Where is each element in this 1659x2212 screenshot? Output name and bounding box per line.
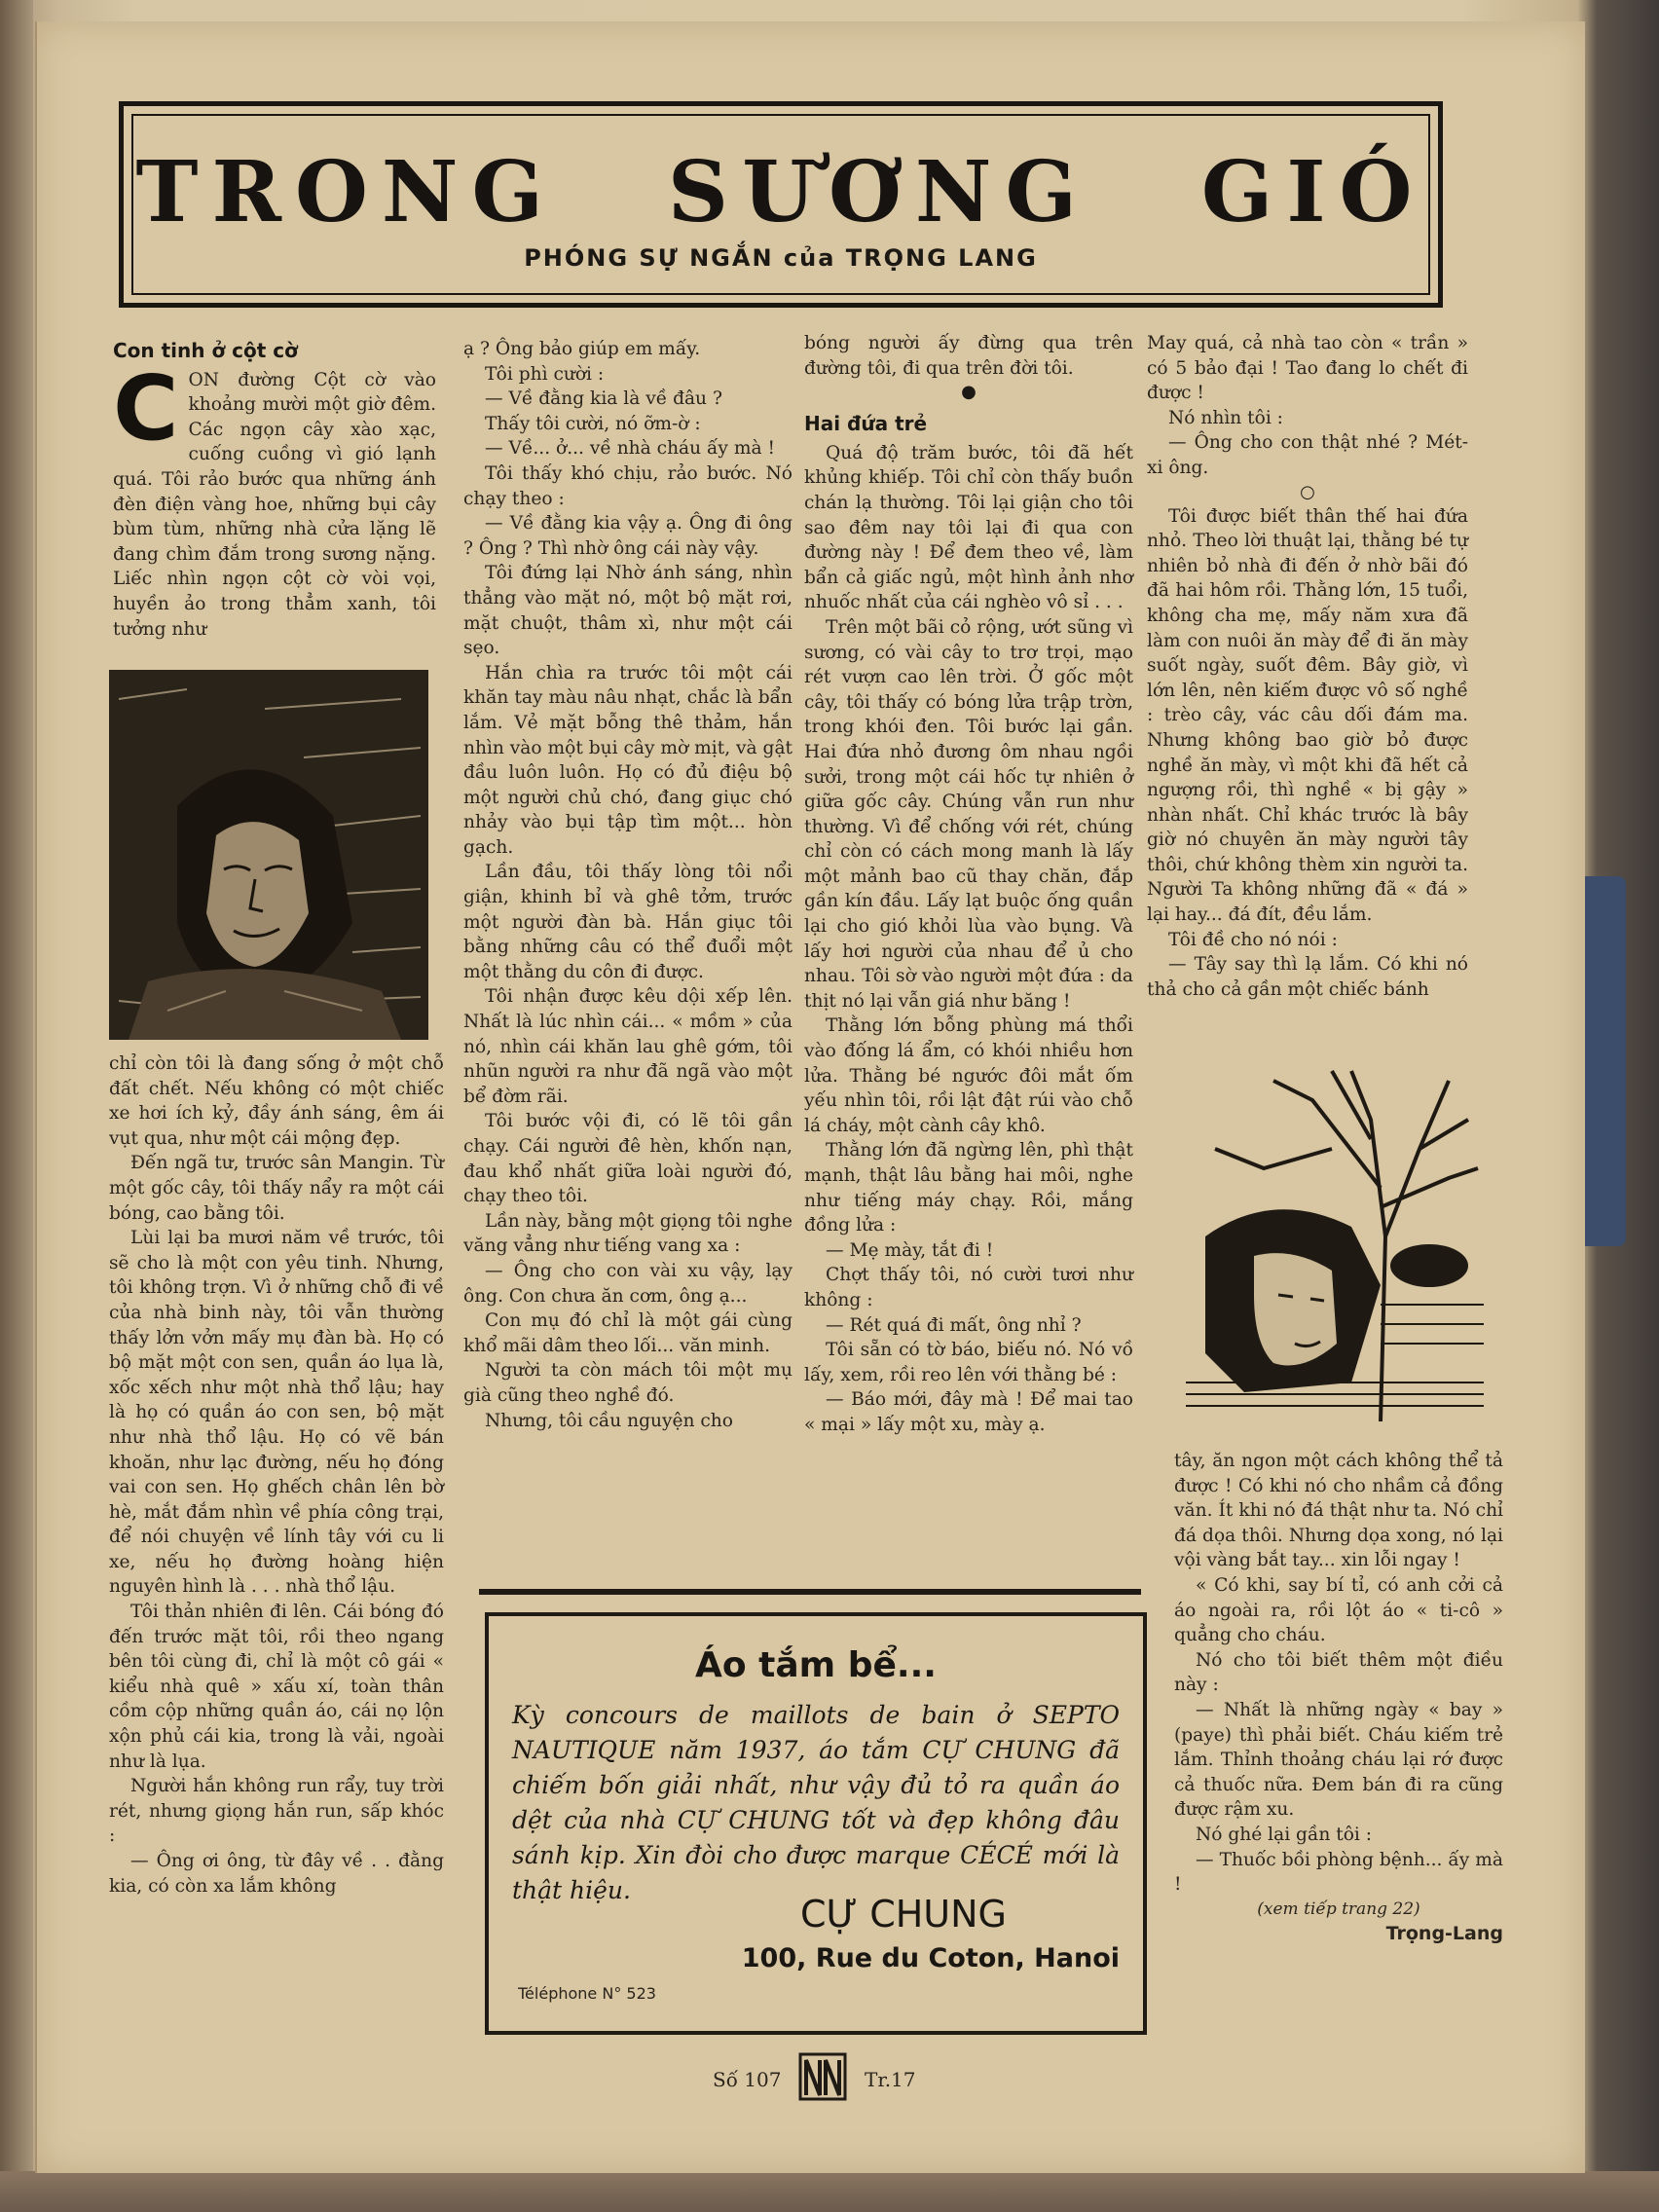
column-1-top: [113, 331, 436, 642]
paragraph: ạ ? Ông bảo giúp em mấy.: [463, 339, 701, 359]
paragraph: — Rét quá đi mất, ông nhỉ ?: [826, 1314, 1082, 1336]
paragraph: Chợt thấy tôi, nó cười tươi như không :: [804, 1265, 1133, 1310]
paragraph: chỉ còn tôi là đang sống ở một chỗ đất chết. Nếu không có một chiếc xe hơi ích kỷ, đầy ánh sáng, êm ái vụt qua, như một cái mộng đẹp.: [109, 1053, 444, 1149]
ad-title: Áo tắm bể...: [695, 1645, 937, 1685]
paragraph: — Ông cho con thật nhé ? Mét-xi ông.: [1147, 432, 1468, 478]
paragraph: Nó ghé lại gần tôi :: [1196, 1824, 1373, 1845]
paragraph: ON đường Cột cờ vào khoảng mười một giờ đêm. Các ngọn cây xào xạc, cuống cuồng vì gió lạnh quá. Tôi rảo bước qua những ánh đèn điện vàng hoe, những bụi cây bùm tùm, những nhà cửa lặng lẽ đang chìm đắm trong sương nặng. Liếc nhìn ngọn cột cờ vòi vọi, huyền ảo trong thẳm xanh, tôi tưởng như: [113, 369, 436, 640]
section-heading: Hai đứa trẻ: [804, 412, 928, 436]
paragraph: Tôi sẵn có tờ báo, biếu nó. Nó vồ lấy, xem, rồi reo lên với thằng bé :: [804, 1340, 1133, 1385]
paragraph: Lùi lại ba mươi năm về trước, tôi sẽ cho là một con yêu tinh. Nhưng, tôi không trợn. Vì ở những chỗ đi về của nhà binh này, tôi vẫn thường thấy lởn vởn mấy mụ đàn bà. Họ có bộ mặt một con sen, quần áo lụa là, xốc xếch như một nhà thổ lậu; hay là họ có quần áo con sen, bộ mặt như nhà thổ lậu. Họ có vẽ bán khoăn, như lạc đường, nếu họ đóng vai con sen. Họ ghếch chân lên bờ hè, mắt đắm nhìn về phía công trại, để nói chuyện về lính tây với cu li xe, nếu họ đường hoàng hiện nguyên hình là . . . nhà thổ lậu.: [109, 1228, 444, 1598]
page-number: Tr.17: [865, 2068, 916, 2091]
paragraph: May quá, cả nhà tao còn « trần » có 5 bảo đại ! Tao đang lo chết đi được !: [1147, 333, 1468, 404]
paragraph: Lần đầu, tôi thấy lòng tôi nổi giận, khinh bỉ và ghê tởm, trước một người đàn bà. Hắn giục tôi bằng những câu có thể đuổi một một thằng du côn đi được.: [463, 862, 793, 982]
section-heading: Con tinh ở cột cờ: [113, 339, 298, 362]
section-bullet: ○: [1300, 481, 1315, 502]
paragraph: « Có khi, say bí tỉ, có anh cởi cả áo ngoài ra, rồi lột áo « ti-cô » quẳng cho cháu.: [1174, 1574, 1503, 1646]
tree-and-child-image: [1186, 1061, 1484, 1421]
paragraph: Tôi đề cho nó nói :: [1168, 929, 1338, 950]
section-bullet: ●: [961, 382, 977, 403]
paragraph: Tôi đứng lại Nhờ ánh sáng, nhìn thẳng vào mặt nó, một bộ mặt rơi, mặt chuột, thâm xì, như một cái sẹo.: [463, 563, 793, 659]
paragraph: Thấy tôi cười, nó ỡm-ờ :: [485, 413, 701, 434]
ad-address: 100, Rue du Coton, Hanoi: [741, 1943, 1120, 1973]
ad-body: Kỳ concours de maillots de bain ở SEPTO NAUTIQUE năm 1937, áo tắm CỰ CHUNG đã chiếm bốn giải nhất, như vậy đủ tỏ ra quần áo dệt của nhà CỰ CHUNG tốt và đẹp không đâu sánh kịp. Xin đòi cho được marque CÉCÉ mới là thật hiệu.: [512, 1701, 1120, 1904]
paragraph: Trên một bãi cỏ rộng, ướt sũng vì sương, có vài cây to trơ trọi, mạo rét vượn cao lên trời. Ở gốc một cây, tôi thấy có bóng lửa trập trờn, trong khói đen. Tôi bước lại gần. Hai đứa nhỏ đương ôm nhau ngồi sưởi, trong một cái hốc tự nhiên ở giữa gốc cây. Chúng vẫn run như thường. Vì để chống với rét, chúng chỉ còn có cách mong manh là lấy một mảnh bao cũ thay chăn, đắp gần kín đầu. Lấy lạt buộc ống quần lại cho gió khỏi lùa vào bụng. Và lấy hơi người của nhau để ủ cho nhau. Tôi sờ vào người một đứa : da thịt nó lại vẫn giá như băng !: [804, 616, 1133, 1012]
binding-edge: [0, 0, 33, 2212]
paragraph: — Về đằng kia là về đâu ?: [485, 388, 722, 410]
paragraph: Nó cho tôi biết thêm một điều này :: [1174, 1649, 1503, 1696]
paragraph: tây, ăn ngon một cách không thể tả được ! Có khi nó cho nhầm cả đồng văn. Ít khi nó đá thật như ta. Nó chỉ đá dọa thôi. Nhưng dọa xong, nó lại vội vàng bắt tay... xin lỗi ngay !: [1174, 1451, 1503, 1571]
paragraph: — Thuốc bồi phòng bệnh... ấy mà !: [1174, 1849, 1503, 1896]
column-2: [463, 337, 793, 1433]
paragraph: Tôi bước vội đi, có lẽ tôi gần chạy. Cái người đê hèn, khốn nạn, đau khổ nhất giữa loài người đó, chạy theo tôi.: [463, 1111, 793, 1207]
paragraph: Quá độ trăm bước, tôi đã hết khủng khiếp. Tôi chỉ còn thấy buồn chán lạ thường. Tôi lại giận cho tôi sao đêm nay tôi lại đi qua con đường này ! Để đem theo về, làm bẩn cả giấc ngủ, một hình ảnh nhơ nhuốc nhất của cái nghèo vô sỉ . . .: [804, 442, 1133, 613]
paragraph: Tôi thấy khó chịu, rảo bước. Nó chạy theo :: [463, 462, 793, 509]
paragraph: — Ông cho con vài xu vậy, lạy ông. Con chưa ăn cơm, ông ạ...: [463, 1260, 793, 1307]
column-4-bottom: [1174, 1449, 1503, 1947]
paragraph: Người hắn không run rẩy, tuy trời rét, nhưng giọng hắn run, sấp khóc :: [109, 1776, 444, 1847]
ad-brand-name: CỰ CHUNG: [799, 1893, 1007, 1936]
column-1-bottom: [109, 1051, 444, 1899]
woodcut-illustration-tree: [1186, 1061, 1484, 1421]
continued-note: (xem tiếp trang 22): [1257, 1899, 1420, 1919]
paragraph: — Nhất là những ngày « bay » (paye) thì phải biết. Cháu kiếm trẻ lắm. Thỉnh thoảng cháu lại rớ được cả thuốc nữa. Đem bán đi ra cũng được rậm xu.: [1174, 1699, 1503, 1821]
paragraph: Thằng lớn bỗng phùng má thổi vào đống lá ẩm, có khói nhiều hơn lửa. Thằng bé ngước đôi mắt ốm yếu nhìn tôi, rồi lật đật rúi vào chỗ lá cháy, một cành cây khô.: [804, 1015, 1133, 1136]
paragraph: Tôi phì cười :: [485, 363, 605, 385]
woodcut-illustration-woman: [109, 670, 428, 1040]
paragraph: Hắn chìa ra trước tôi một cái khăn tay màu nâu nhạt, chắc là bẩn lắm. Vẻ mặt bỗng thê thảm, hắn nhìn vào một bụi cây mờ mịt, và gật đầu luôn luôn. Họ có đủ điệu bộ một người chủ chó, đang giục chó nhảy vào bụi tập tìm một... hòn gạch.: [463, 662, 793, 858]
woodcut-portrait-image: [109, 670, 428, 1040]
paragraph: — Tây say thì lạ lắm. Có khi nó thả cho cả gần một chiếc bánh: [1147, 954, 1468, 1000]
paragraph: Con mụ đó chỉ là một gái cùng khổ mãi dâm theo lối... văn minh.: [463, 1310, 793, 1356]
paragraph: Tôi được biết thân thế hai đứa nhỏ. Theo lời thuật lại, thằng bé tự nhiên bỏ nhà đi đến ở nhờ bãi đó đã hai hôm rồi. Thằng lớn, 15 tuổi, không cha mẹ, mấy năm xưa đã làm con nuôi ăn mày để đi ăn mày suốt ngày, suốt đêm. Bây giờ, vì lớn lên, nên kiếm được vô số nghề : trèo cây, vác câu dối đám ma. Nhưng không bao giờ bỏ được nghề ăn mày, vì một khi đã hết cả ngượng rồi, thì nghề « bị gậy » nhàn nhất. Chỉ khác trước là bây giờ nó chuyên ăn mày người tây thôi, chứ không thèm xin người ta. Người Ta không những đã « đá » lại hay... đá đít, đều lắm.: [1147, 505, 1468, 926]
paragraph: — Ông ơi ông, từ đây về . . đằng kia, có còn xa lắm không: [109, 1851, 444, 1897]
paragraph: Nhưng, tôi cầu nguyện cho: [485, 1410, 733, 1431]
column-4-top: [1147, 331, 1468, 1002]
author-signature: Trọng-Lang: [1385, 1923, 1503, 1945]
paragraph: — Về... ở... về nhà cháu ấy mà !: [485, 438, 775, 460]
advertisement-box: [485, 1612, 1147, 2035]
bottom-strip: [0, 2171, 1659, 2212]
paragraph: — Báo mới, đây mà ! Để mai tao « mại » lấy một xu, mày ạ.: [804, 1389, 1133, 1435]
title-box: [119, 101, 1443, 308]
paragraph: — Mẹ mày, tắt đi !: [826, 1239, 994, 1261]
paragraph: Lần này, bằng một giọng tôi nghe văng vẳng như tiếng vang xa :: [463, 1210, 793, 1257]
paragraph: Tôi thản nhiên đi lên. Cái bóng đó đến trước mặt tôi, rồi theo ngang bên tôi cùng đi, chỉ là một cô gái « kiểu nhà quê » xấu xí, toàn thân cồm cộp những quần áo, cái nọ lộn xộn phủ cái kia, trong là vải, ngoài như là lụa.: [109, 1602, 444, 1772]
article-subtitle: PHÓNG SỰ NGẮN của TRỌNG LANG: [524, 244, 1038, 272]
paragraph: — Về đằng kia vậy ạ. Ông đi ông ? Ông ? Thì nhờ ông cái này vậy.: [463, 513, 793, 559]
paragraph: bóng người ấy đừng qua trên đường tôi, đi qua trên đời tôi.: [804, 333, 1133, 379]
separator-rule: [479, 1589, 1141, 1595]
magazine-logo-icon: [798, 2052, 847, 2101]
article-title: TRONG SƯƠNG GIÓ: [135, 143, 1426, 241]
paragraph: Người ta còn mách tôi một mụ già cũng theo nghề đó.: [463, 1360, 793, 1406]
ad-telephone: Téléphone N° 523: [518, 1984, 656, 2003]
paragraph: Thằng lớn đã ngừng lên, phì thật mạnh, thật lâu bằng hai môi, nghe như tiếng máy chạy. Rồi, mắng đồng lửa :: [804, 1140, 1133, 1236]
column-3: [804, 331, 1133, 1438]
paragraph: Đến ngã tư, trước sân Mangin. Từ một gốc cây, tôi thấy nẩy ra một cái bóng, cao bằng tôi.: [109, 1153, 444, 1224]
paragraph: Nó nhìn tôi :: [1168, 407, 1283, 428]
issue-number: Số 107: [713, 2068, 782, 2091]
drop-cap: C: [113, 355, 179, 461]
paragraph: Tôi nhận được kêu dội xếp lên. Nhất là lúc nhìn cái... « mồm » của nó, nhìn cái khăn lau ghê gớm, tôi nhũn người ra như đã ngã vào một bể đờm rãi.: [463, 986, 793, 1107]
